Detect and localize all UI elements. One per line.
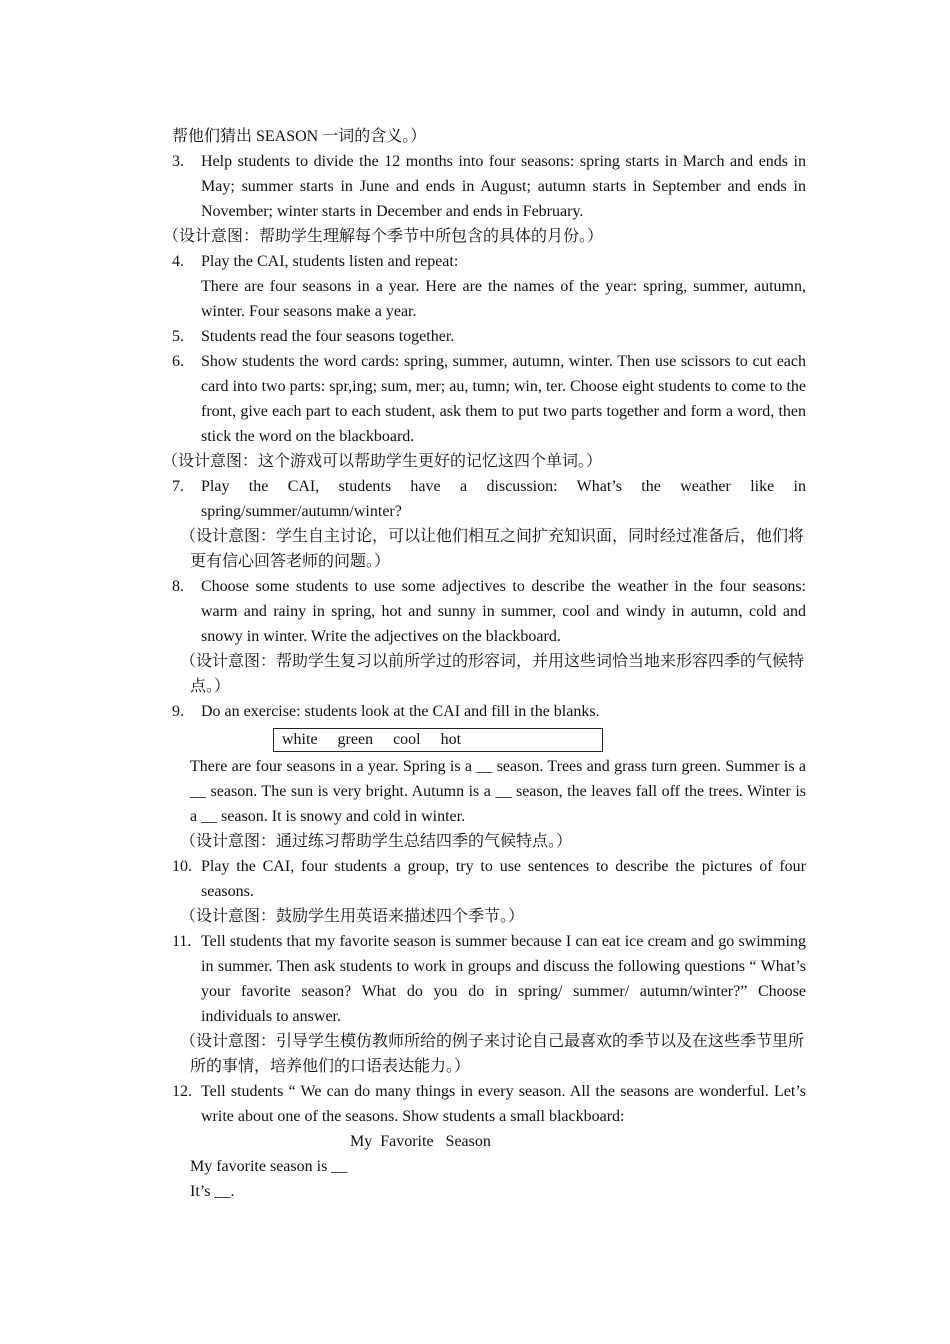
step-11 [172,929,806,1029]
step-number: 4. [172,253,184,270]
step-5 [172,324,806,349]
word-bank-box [273,728,603,752]
step-number: 11. [172,933,192,950]
step-text: Help students to divide the 12 months into four seasons: spring starts in March and ends in May; summer starts in June and ends in August; autumn starts in September and ends in November; winter starts in December and ends in February. [201,153,806,220]
step-3 [172,149,806,224]
step-text-continued: There are four seasons in a year. Here are the names of the year: spring, summer, autumn, winter. Four seasons make a year. [201,278,806,320]
word-bank-item: white [282,731,318,748]
step-4 [172,249,806,324]
intro-line: 帮他们猜出 SEASON 一词的含义。） [172,128,427,145]
step-text: Play the CAI, students have a discussion: What’s the weather like in spring/summer/autumn/winter? [201,478,806,520]
design-note-8: （设计意图：帮助学生复习以前所学过的形容词，并用这些词恰当地来形容四季的气候特点。） [180,653,805,695]
step-number: 10. [172,858,192,875]
word-bank-item: green [337,731,374,748]
step-text: Tell students “ We can do many things in every season. All the seasons are wonderful. Let’s write about one of the seasons. Show students a small blackboard: [201,1083,806,1125]
step-9 [172,699,806,724]
step-text: Do an exercise: students look at the CAI and fill in the blanks. [201,703,600,720]
step-7 [172,474,806,524]
step-number: 5. [172,328,184,345]
step-text: Students read the four seasons together. [201,328,455,345]
design-note-11: （设计意图：引导学生模仿教师所给的例子来讨论自己最喜欢的季节以及在这些季节里所所的事情，培养他们的口语表达能力。） [180,1033,805,1075]
step-number: 6. [172,353,184,370]
step-text: Show students the word cards: spring, summer, autumn, winter. Then use scissors to cut each card into two parts: spr,ing; sum, mer; au, tumn; win, ter. Choose eight students to come to the front, give each part to each student, ask them to put two parts together and form a word, then stick the word on the blackboard. [201,353,806,445]
step-6 [172,349,806,449]
word-bank-item: hot [440,731,462,748]
design-note-9: （设计意图：通过练习帮助学生总结四季的气候特点。） [180,833,573,850]
step-12 [172,1079,806,1129]
design-note-6: （设计意图：这个游戏可以帮助学生更好的记忆这四个单词。） [162,453,603,470]
word-bank-item: cool [393,731,421,748]
step-number: 8. [172,578,184,595]
step-text: Tell students that my favorite season is summer because I can eat ice cream and go swimming in summer. Then ask students to work in groups and discuss the following questions “ What’s your favorite season? What do you do in spring/ summer/ autumn/winter?” Choose individuals to answer. [201,933,806,1025]
step-number: 7. [172,478,184,495]
blackboard-title: My Favorite Season [350,1133,491,1150]
step-text: Play the CAI, students listen and repeat: [201,253,459,270]
step-number: 12. [172,1083,192,1100]
design-note-10: （设计意图：鼓励学生用英语来描述四个季节。） [180,908,525,925]
step-text: Play the CAI, four students a group, try to use sentences to describe the pictures of four seasons. [201,858,806,900]
design-note-7: （设计意图：学生自主讨论，可以让他们相互之间扩充知识面，同时经过准备后，他们将更有信心回答老师的问题。） [180,528,805,570]
lesson-content [162,124,806,1204]
step-number: 3. [172,153,184,170]
fill-blank-exercise: There are four seasons in a year. Spring is a __ season. Trees and grass turn green. Summer is a __ season. The sun is very bright. Autumn is a __ season, the leaves fall off the trees. Winter is a __ season. It is snowy and cold in winter. [190,758,806,825]
step-text: Choose some students to use some adjectives to describe the weather in the four seasons: warm and rainy in spring, hot and sunny in summer, cool and windy in autumn, cold and snowy in winter. Write the adjectives on the blackboard. [201,578,806,645]
blackboard-line-2: It’s __. [190,1183,235,1200]
step-8 [172,574,806,649]
design-note-3: （设计意图：帮助学生理解每个季节中所包含的具体的月份。） [163,228,604,245]
step-10 [172,854,806,904]
blackboard-line-1: My favorite season is __ [190,1158,348,1175]
step-number: 9. [172,703,184,720]
